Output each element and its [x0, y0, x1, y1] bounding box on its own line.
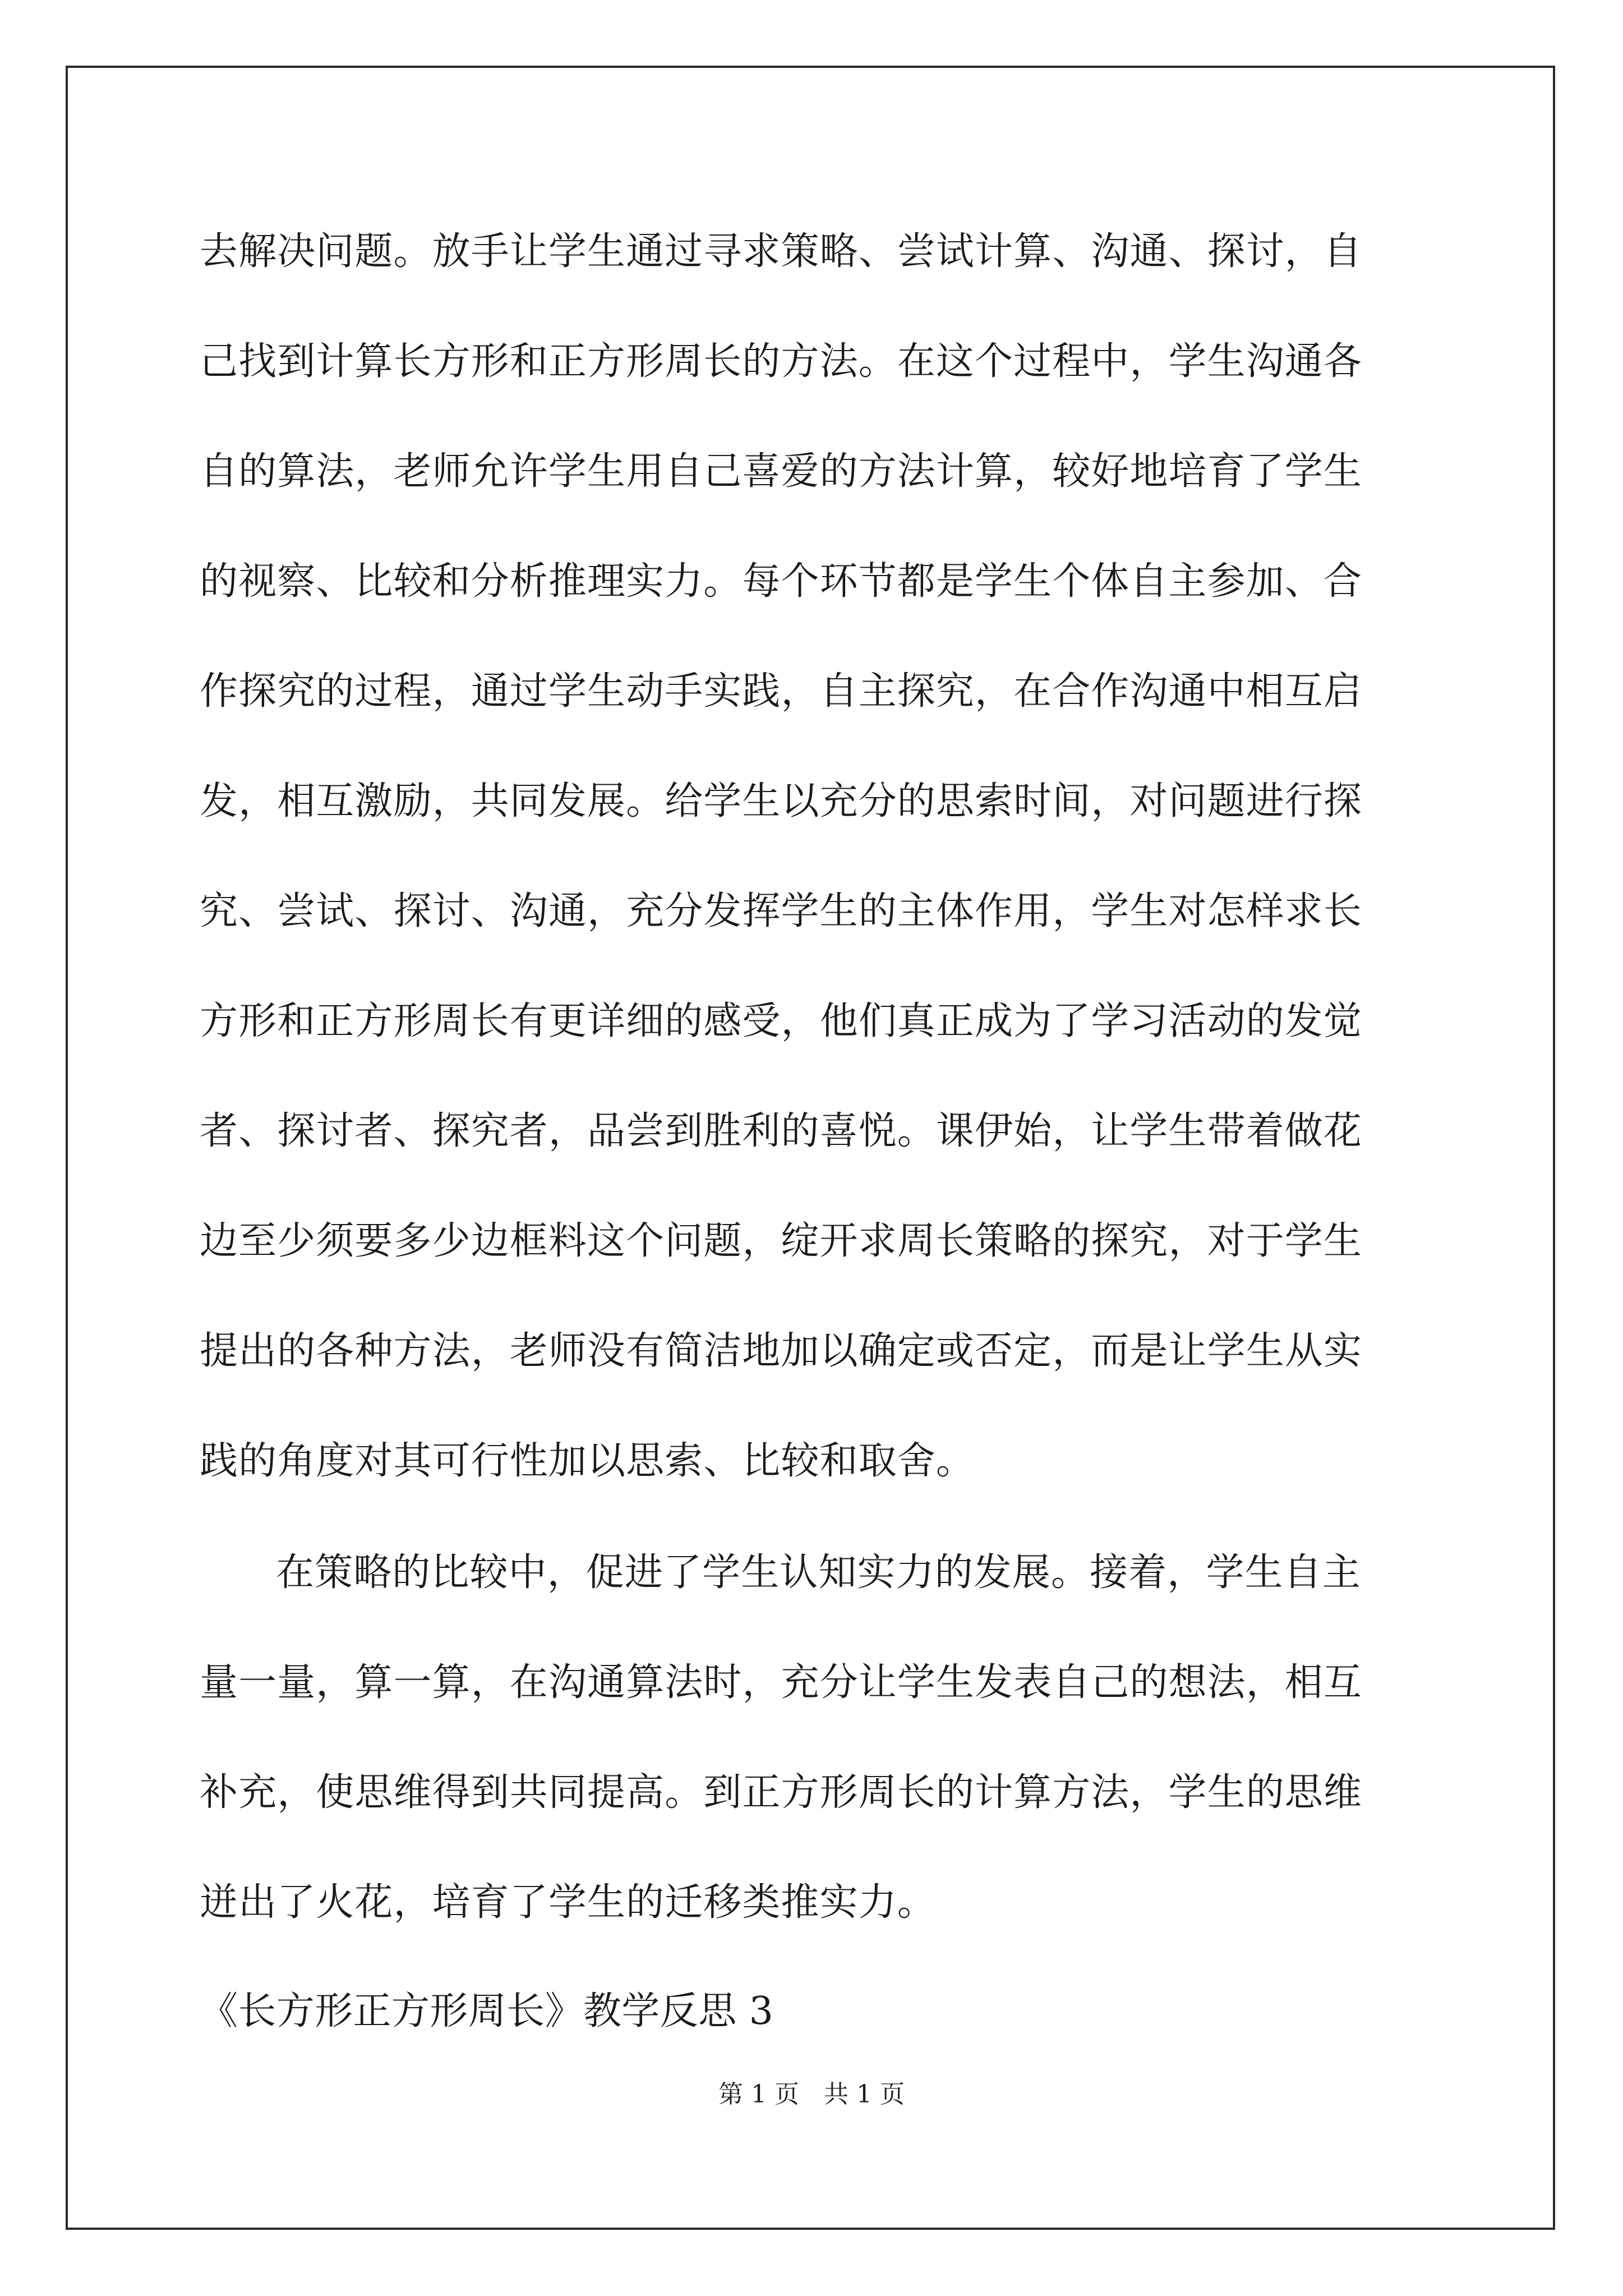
paragraph-2-line: 在策略的比较中，促进了学生认知实力的发展。接着，学生自主	[276, 1550, 1361, 1595]
paragraph-1-line: 自的算法，老师允许学生用自己喜爱的方法计算，较好地培育了学生	[200, 449, 1363, 494]
paragraph-1-line: 提出的各种方法，老师没有简洁地加以确定或否定，而是让学生从实	[200, 1329, 1363, 1373]
paragraph-1-line: 者、探讨者、探究者，品尝到胜利的喜悦。课伊始，让学生带着做花	[200, 1109, 1363, 1153]
paragraph-2-line: 量一量，算一算，在沟通算法时，充分让学生发表自己的想法，相互	[200, 1660, 1363, 1705]
page-footer: 第 1 页 共 1 页	[718, 2080, 905, 2109]
paragraph-1-line: 究、尝试、探讨、沟通，充分发挥学生的主体作用，学生对怎样求长	[200, 889, 1363, 933]
paragraph-1-line: 己找到计算长方形和正方形周长的方法。在这个过程中，学生沟通各	[200, 339, 1363, 384]
paragraph-1-line: 发，相互激励，共同发展。给学生以充分的思索时间，对问题进行探	[200, 779, 1363, 823]
paragraph-1-line: 边至少须要多少边框料这个问题，绽开求周长策略的探究，对于学生	[200, 1219, 1363, 1263]
paragraph-2-line: 补充，使思维得到共同提高。到正方形周长的计算方法，学生的思维	[200, 1770, 1363, 1815]
paragraph-2-line: 迸出了火花，培育了学生的迁移类推实力。	[200, 1880, 936, 1925]
paragraph-1-line: 方形和正方形周长有更详细的感受，他们真正成为了学习活动的发觉	[200, 999, 1363, 1043]
paragraph-1-line: 践的角度对其可行性加以思索、比较和取舍。	[200, 1439, 975, 1483]
paragraph-1-line: 作探究的过程，通过学生动手实践，自主探究，在合作沟通中相互启	[200, 669, 1363, 714]
paragraph-1-line: 去解决问题。放手让学生通过寻求策略、尝试计算、沟通、探讨，自	[200, 229, 1363, 274]
section-title: 《长方形正方形周长》教学反思 3	[200, 1989, 774, 2033]
paragraph-1-line: 的视察、比较和分析推理实力。每个环节都是学生个体自主参加、合	[200, 559, 1363, 604]
